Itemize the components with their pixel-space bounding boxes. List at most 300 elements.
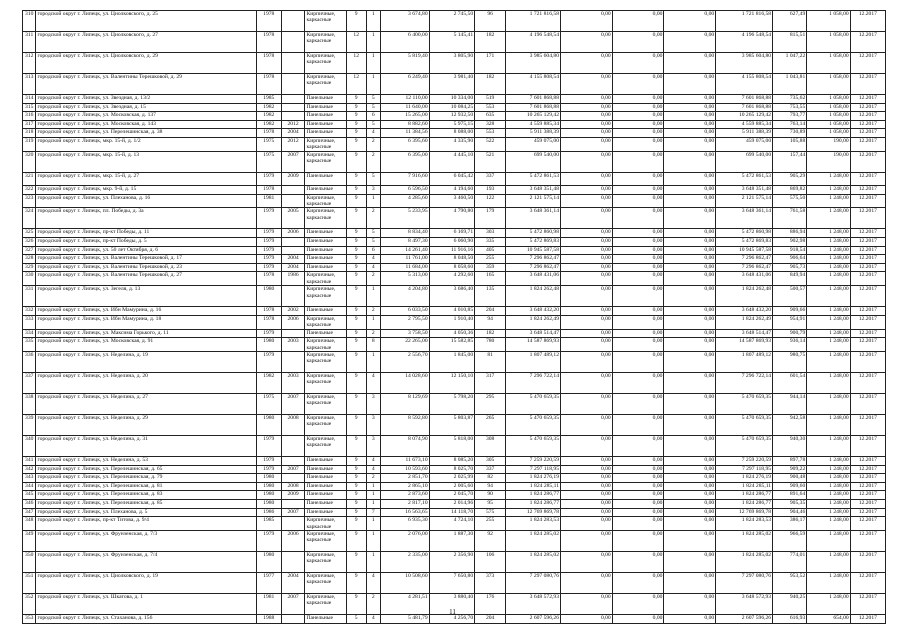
cell-cost-owners: 10 265 129,42 xyxy=(716,112,773,121)
cell-total-cost: 4 196 548,54 xyxy=(506,32,561,53)
cell-cost-owners: 1 824 262,49 xyxy=(716,315,773,329)
cell-residential-area: 7 650,80 xyxy=(429,572,475,593)
cell-cost-owners: 7 601 868,88 xyxy=(716,103,773,112)
cell-cost-federal: 0,00 xyxy=(561,530,613,551)
cell-completion-date: 12.2017 xyxy=(850,32,885,53)
cell-year-built: 1979 xyxy=(256,263,281,272)
cell-unit-cost: 905,73 xyxy=(773,263,807,272)
cell-residential-area: 4 724,10 xyxy=(429,517,475,531)
cell-address: городской округ г. Липецк, ул. Циолковского, д. 25 xyxy=(36,11,256,32)
cell-total-cost: 1 824 286,77 xyxy=(506,491,561,500)
cell-cost-regional: 0,00 xyxy=(612,517,664,531)
cell-total-cost: 1 824 262,49 xyxy=(506,315,561,329)
cell-total-area: 8 129,69 xyxy=(381,393,430,414)
table-row xyxy=(23,237,886,246)
cell-year-built: 1979 xyxy=(256,351,281,372)
cell-year-renovated xyxy=(281,329,305,338)
cell-cost-regional: 0,00 xyxy=(612,551,664,572)
cell-residential-area: 14 118,70 xyxy=(429,508,475,517)
cell-entrances: 1 xyxy=(366,32,380,53)
cell-completion-date: 12.2017 xyxy=(850,11,885,32)
cell-year-built: 1979 xyxy=(256,255,281,264)
table-row xyxy=(23,482,886,491)
cell-total-area: 2 817,10 xyxy=(381,499,430,508)
cell-cost-regional: 0,00 xyxy=(612,482,664,491)
cell-floors: 9 xyxy=(346,465,366,474)
cell-cost-federal: 0,00 xyxy=(561,103,613,112)
cell-residents: 179 xyxy=(475,208,506,229)
cell-cost-federal: 0,00 xyxy=(561,172,613,185)
cell-cost-local: 0,00 xyxy=(664,530,716,551)
cell-floors: 9 xyxy=(346,499,366,508)
cell-completion-date: 12.2017 xyxy=(850,263,885,272)
cell-address: городской округ г. Липецк, ул. Перелешинская, д. 38 xyxy=(36,129,256,138)
cell-cost-local: 0,00 xyxy=(664,32,716,53)
cell-unit-cost: 891,64 xyxy=(773,491,807,500)
cell-unit-cost: 761,58 xyxy=(773,208,807,229)
cell-floors: 9 xyxy=(346,517,366,531)
cell-total-area: 6 033,50 xyxy=(381,307,430,316)
cell-row-number: 314 xyxy=(23,95,36,104)
cell-cost-owners: 4 196 548,54 xyxy=(716,32,773,53)
cell-year-renovated xyxy=(281,499,305,508)
cell-cost-owners: 699 540,00 xyxy=(716,151,773,172)
cell-cost-local: 0,00 xyxy=(664,508,716,517)
cell-year-renovated xyxy=(281,11,305,32)
cell-cost-regional: 0,00 xyxy=(612,456,664,465)
cell-wall-material: Кирпичные, каркасные xyxy=(305,32,346,53)
cell-completion-date: 12.2017 xyxy=(850,246,885,255)
cell-total-cost: 2 121 575,14 xyxy=(506,194,561,208)
cell-unit-cost: 1 047,22 xyxy=(773,53,807,74)
cell-wall-material: Панельные xyxy=(305,614,346,623)
cell-total-cost: 459 075,00 xyxy=(506,137,561,151)
cell-cost-owners: 3 648 431,06 xyxy=(716,272,773,286)
cell-residents: 780 xyxy=(475,338,506,352)
cell-completion-date: 12.2017 xyxy=(850,530,885,551)
cell-max-unit-cost: 1 248,00 xyxy=(807,286,850,307)
cell-entrances: 2 xyxy=(366,137,380,151)
cell-row-number: 351 xyxy=(23,572,36,593)
cell-cost-local: 0,00 xyxy=(664,414,716,435)
cell-floors: 9 xyxy=(346,393,366,414)
cell-address: городской округ г. Липецк, ул. Плеханова, д. 5 xyxy=(36,508,256,517)
cell-cost-local: 0,00 xyxy=(664,614,716,623)
cell-address: городской округ г. Липецк, мкр. 15-й, д. 27 xyxy=(36,172,256,185)
cell-unit-cost: 905,29 xyxy=(773,172,807,185)
cell-floors: 9 xyxy=(346,137,366,151)
cell-cost-federal: 0,00 xyxy=(561,329,613,338)
table-row xyxy=(23,307,886,316)
cell-year-renovated: 1986 xyxy=(281,272,305,286)
cell-cost-regional: 0,00 xyxy=(612,435,664,456)
cell-max-unit-cost: 190,00 xyxy=(807,137,850,151)
cell-max-unit-cost: 1 248,00 xyxy=(807,572,850,593)
cell-entrances: 5 xyxy=(366,172,380,185)
cell-max-unit-cost: 1 248,00 xyxy=(807,172,850,185)
cell-floors: 9 xyxy=(346,208,366,229)
cell-total-cost: 1 824 262,48 xyxy=(506,286,561,307)
cell-cost-federal: 0,00 xyxy=(561,112,613,121)
cell-floors: 9 xyxy=(346,372,366,393)
cell-unit-cost: 909,66 xyxy=(773,307,807,316)
cell-cost-regional: 0,00 xyxy=(612,194,664,208)
cell-residential-area: 4 292,60 xyxy=(429,272,475,286)
cell-max-unit-cost: 1 248,00 xyxy=(807,474,850,483)
cell-row-number: 337 xyxy=(23,372,36,393)
cell-floors: 12 xyxy=(346,74,366,95)
cell-year-renovated: 2007 xyxy=(281,593,305,614)
cell-floors: 9 xyxy=(346,508,366,517)
cell-year-built: 1980 xyxy=(256,499,281,508)
cell-cost-local: 0,00 xyxy=(664,482,716,491)
cell-residential-area: 5 145,41 xyxy=(429,32,475,53)
cell-total-cost: 7 296 722,14 xyxy=(506,372,561,393)
cell-residential-area: 6 169,71 xyxy=(429,229,475,238)
cell-cost-federal: 0,00 xyxy=(561,482,613,491)
cell-row-number: 331 xyxy=(23,286,36,307)
cell-completion-date: 12.2017 xyxy=(850,53,885,74)
cell-floors: 9 xyxy=(346,482,366,491)
table-row xyxy=(23,517,886,531)
cell-cost-regional: 0,00 xyxy=(612,151,664,172)
cell-wall-material: Кирпичные, каркасные xyxy=(305,338,346,352)
cell-residential-area: 4 194,60 xyxy=(429,185,475,194)
cell-unit-cost: 909,60 xyxy=(773,482,807,491)
cell-unit-cost: 500,57 xyxy=(773,286,807,307)
cell-wall-material: Кирпичные, каркасные xyxy=(305,593,346,614)
cell-residential-area: 8 025,70 xyxy=(429,465,475,474)
table-row xyxy=(23,32,886,53)
cell-max-unit-cost: 1 248,00 xyxy=(807,414,850,435)
cell-address: городской округ г. Липецк, ул. Московская, д. 91 xyxy=(36,338,256,352)
cell-row-number: 322 xyxy=(23,185,36,194)
cell-wall-material: Кирпичные, каркасные xyxy=(305,272,346,286)
cell-total-area: 3 674,80 xyxy=(381,11,430,32)
cell-total-area: 5 313,00 xyxy=(381,272,430,286)
cell-cost-owners: 1 824 276,19 xyxy=(716,474,773,483)
cell-wall-material: Панельные xyxy=(305,172,346,185)
cell-cost-owners: 5 911 388,39 xyxy=(716,129,773,138)
cell-residential-area: 4 256,70 xyxy=(429,614,475,623)
cell-year-renovated: 2009 xyxy=(281,172,305,185)
cell-entrances: 8 xyxy=(366,338,380,352)
cell-cost-regional: 0,00 xyxy=(612,614,664,623)
cell-year-built: 1979 xyxy=(256,435,281,456)
cell-total-area: 11 761,00 xyxy=(381,255,430,264)
cell-max-unit-cost: 1 248,00 xyxy=(807,338,850,352)
cell-year-built: 1978 xyxy=(256,272,281,286)
table-row xyxy=(23,551,886,572)
table-row xyxy=(23,435,886,456)
cell-max-unit-cost: 1 248,00 xyxy=(807,307,850,316)
cell-total-cost: 7 297 118,95 xyxy=(506,465,561,474)
cell-total-area: 6 400,00 xyxy=(381,32,430,53)
cell-cost-regional: 0,00 xyxy=(612,329,664,338)
cell-floors: 9 xyxy=(346,194,366,208)
cell-max-unit-cost: 1 248,00 xyxy=(807,491,850,500)
cell-cost-regional: 0,00 xyxy=(612,112,664,121)
cell-cost-owners: 459 075,00 xyxy=(716,137,773,151)
cell-row-number: 353 xyxy=(23,614,36,623)
cell-cost-federal: 0,00 xyxy=(561,393,613,414)
cell-completion-date: 12.2017 xyxy=(850,572,885,593)
cell-total-cost: 3 648 351,48 xyxy=(506,185,561,194)
cell-total-cost: 5 470 659,35 xyxy=(506,414,561,435)
cell-year-renovated xyxy=(281,95,305,104)
cell-entrances: 6 xyxy=(366,112,380,121)
cell-residential-area: 8 058,60 xyxy=(429,263,475,272)
cell-cost-federal: 0,00 xyxy=(561,129,613,138)
cell-floors: 9 xyxy=(346,351,366,372)
cell-cost-owners: 3 648 432,20 xyxy=(716,307,773,316)
cell-floors: 5 xyxy=(346,614,366,623)
cell-completion-date: 12.2017 xyxy=(850,508,885,517)
cell-row-number: 344 xyxy=(23,482,36,491)
table-row xyxy=(23,414,886,435)
cell-wall-material: Панельные xyxy=(305,263,346,272)
cell-cost-regional: 0,00 xyxy=(612,120,664,129)
cell-row-number: 317 xyxy=(23,120,36,129)
cell-cost-regional: 0,00 xyxy=(612,95,664,104)
cell-completion-date: 12.2017 xyxy=(850,491,885,500)
cell-cost-federal: 0,00 xyxy=(561,465,613,474)
cell-cost-regional: 0,00 xyxy=(612,474,664,483)
cell-cost-regional: 0,00 xyxy=(612,508,664,517)
cell-cost-regional: 0,00 xyxy=(612,572,664,593)
cell-year-built: 1982 xyxy=(256,112,281,121)
cell-residents: 317 xyxy=(475,372,506,393)
cell-total-cost: 12 769 869,78 xyxy=(506,508,561,517)
cell-residents: 308 xyxy=(475,435,506,456)
cell-residents: 122 xyxy=(475,194,506,208)
cell-row-number: 341 xyxy=(23,456,36,465)
cell-completion-date: 12.2017 xyxy=(850,315,885,329)
cell-entrances: 1 xyxy=(366,53,380,74)
cell-unit-cost: 753,55 xyxy=(773,103,807,112)
cell-floors: 9 xyxy=(346,263,366,272)
cell-residents: 553 xyxy=(475,103,506,112)
cell-entrances: 4 xyxy=(366,255,380,264)
cell-cost-local: 0,00 xyxy=(664,95,716,104)
cell-address: городской округ г. Липецк, ул. Зегеля, д. 13 xyxy=(36,286,256,307)
cell-cost-federal: 0,00 xyxy=(561,508,613,517)
cell-entrances: 4 xyxy=(366,456,380,465)
table-row xyxy=(23,246,886,255)
table-row xyxy=(23,263,886,272)
cell-cost-federal: 0,00 xyxy=(561,272,613,286)
cell-row-number: 328 xyxy=(23,255,36,264)
cell-entrances: 7 xyxy=(366,508,380,517)
cell-address: городской округ г. Липецк, ул. Неделина, д. 53 xyxy=(36,456,256,465)
table-row xyxy=(23,315,886,329)
cell-completion-date: 12.2017 xyxy=(850,499,885,508)
cell-wall-material: Панельные xyxy=(305,246,346,255)
cell-floors: 9 xyxy=(346,329,366,338)
cell-total-area: 2 795,50 xyxy=(381,315,430,329)
cell-cost-federal: 0,00 xyxy=(561,372,613,393)
cell-cost-local: 0,00 xyxy=(664,286,716,307)
table-row xyxy=(23,185,886,194)
cell-residential-area: 1 887,30 xyxy=(429,530,475,551)
cell-entrances: 5 xyxy=(366,120,380,129)
cell-address: городской округ г. Липецк, ул. Неделина, д. 29 xyxy=(36,414,256,435)
cell-row-number: 326 xyxy=(23,237,36,246)
cell-unit-cost: 105,88 xyxy=(773,137,807,151)
cell-cost-owners: 5 472 861,53 xyxy=(716,172,773,185)
cell-cost-owners: 3 648 514,47 xyxy=(716,329,773,338)
cell-unit-cost: 980,75 xyxy=(773,351,807,372)
cell-wall-material: Панельные xyxy=(305,307,346,316)
cell-year-built: 1982 xyxy=(256,103,281,112)
cell-total-cost: 7 296 862,47 xyxy=(506,255,561,264)
cell-completion-date: 12.2017 xyxy=(850,255,885,264)
cell-total-area: 2 865,10 xyxy=(381,482,430,491)
table-row xyxy=(23,194,886,208)
cell-residential-area: 1 845,00 xyxy=(429,351,475,372)
cell-year-built: 1980 xyxy=(256,474,281,483)
cell-floors: 9 xyxy=(346,474,366,483)
cell-row-number: 327 xyxy=(23,246,36,255)
cell-total-area: 2 873,60 xyxy=(381,491,430,500)
cell-residents: 193 xyxy=(475,185,506,194)
cell-year-renovated: 2012 xyxy=(281,120,305,129)
cell-cost-local: 0,00 xyxy=(664,329,716,338)
cell-total-cost: 1 824 285,02 xyxy=(506,551,561,572)
cell-cost-regional: 0,00 xyxy=(612,255,664,264)
cell-cost-federal: 0,00 xyxy=(561,593,613,614)
cell-total-area: 2 556,70 xyxy=(381,351,430,372)
cell-residential-area: 6 060,90 xyxy=(429,237,475,246)
table-row xyxy=(23,456,886,465)
cell-cost-federal: 0,00 xyxy=(561,499,613,508)
cell-unit-cost: 763,14 xyxy=(773,120,807,129)
cell-max-unit-cost: 1 248,00 xyxy=(807,229,850,238)
cell-cost-local: 0,00 xyxy=(664,194,716,208)
cell-wall-material: Кирпичные, каркасные xyxy=(305,74,346,95)
cell-unit-cost: 966,59 xyxy=(773,530,807,551)
cell-cost-local: 0,00 xyxy=(664,551,716,572)
cell-wall-material: Панельные xyxy=(305,508,346,517)
cell-entrances: 4 xyxy=(366,372,380,393)
cell-completion-date: 12.2017 xyxy=(850,474,885,483)
cell-residential-area: 12 150,10 xyxy=(429,372,475,393)
cell-total-cost: 699 540,00 xyxy=(506,151,561,172)
cell-floors: 9 xyxy=(346,103,366,112)
cell-address: городской округ г. Липецк, ул. Валентины Терешковой, д. 23 xyxy=(36,263,256,272)
cell-year-renovated: 2006 xyxy=(281,315,305,329)
cell-total-area: 11 684,00 xyxy=(381,263,430,272)
cell-wall-material: Кирпичные, каркасные xyxy=(305,351,346,372)
cell-cost-owners: 7 296 862,47 xyxy=(716,263,773,272)
cell-row-number: 342 xyxy=(23,465,36,474)
cell-entrances: 4 xyxy=(366,263,380,272)
cell-unit-cost: 953,52 xyxy=(773,572,807,593)
cell-total-area: 6 935,30 xyxy=(381,517,430,531)
cell-residential-area: 3 981,40 xyxy=(429,74,475,95)
cell-cost-federal: 0,00 xyxy=(561,315,613,329)
cell-cost-owners: 1 824 286,77 xyxy=(716,491,773,500)
cell-floors: 9 xyxy=(346,237,366,246)
cell-max-unit-cost: 1 248,00 xyxy=(807,551,850,572)
cell-wall-material: Панельные xyxy=(305,112,346,121)
cell-residents: 96 xyxy=(475,11,506,32)
cell-completion-date: 12.2017 xyxy=(850,614,885,623)
cell-year-renovated xyxy=(281,286,305,307)
cell-address: городской округ г. Липецк, ул. Неделина, д. 20 xyxy=(36,372,256,393)
cell-address: городской округ г. Липецк, ул. Звездная, д. 15 xyxy=(36,103,256,112)
cell-year-built: 1978 xyxy=(256,74,281,95)
cell-residents: 635 xyxy=(475,112,506,121)
cell-completion-date: 12.2017 xyxy=(850,456,885,465)
cell-cost-local: 0,00 xyxy=(664,53,716,74)
cell-entrances: 4 xyxy=(366,614,380,623)
cell-entrances: 6 xyxy=(366,246,380,255)
cell-floors: 9 xyxy=(346,286,366,307)
cell-max-unit-cost: 1 248,00 xyxy=(807,508,850,517)
cell-residential-area: 5 975,15 xyxy=(429,120,475,129)
cell-residents: 95 xyxy=(475,499,506,508)
cell-year-renovated xyxy=(281,237,305,246)
cell-completion-date: 12.2017 xyxy=(850,95,885,104)
table-row xyxy=(23,120,886,129)
cell-residents: 204 xyxy=(475,307,506,316)
cell-year-built: 1981 xyxy=(256,194,281,208)
cell-total-cost: 3 985 604,80 xyxy=(506,53,561,74)
cell-cost-owners: 4 559 885,34 xyxy=(716,120,773,129)
table-row xyxy=(23,491,886,500)
cell-total-cost: 5 472 861,53 xyxy=(506,172,561,185)
cell-year-renovated: 2007 xyxy=(281,151,305,172)
cell-completion-date: 12.2017 xyxy=(850,185,885,194)
cell-cost-regional: 0,00 xyxy=(612,372,664,393)
cell-total-cost: 7 259 220,59 xyxy=(506,456,561,465)
cell-unit-cost: 897,78 xyxy=(773,456,807,465)
cell-cost-owners: 1 721 816,58 xyxy=(716,11,773,32)
cell-entrances: 4 xyxy=(366,465,380,474)
cell-cost-owners: 1 824 285,02 xyxy=(716,530,773,551)
cell-max-unit-cost: 1 248,00 xyxy=(807,465,850,474)
cell-residential-area: 3 805,90 xyxy=(429,53,475,74)
cell-wall-material: Панельные xyxy=(305,329,346,338)
cell-residential-area: 4 445,10 xyxy=(429,151,475,172)
cell-cost-owners: 4 155 808,54 xyxy=(716,74,773,95)
cell-entrances: 2 xyxy=(366,208,380,229)
cell-cost-regional: 0,00 xyxy=(612,351,664,372)
table-row xyxy=(23,474,886,483)
cell-max-unit-cost: 1 248,00 xyxy=(807,329,850,338)
table-row xyxy=(23,499,886,508)
cell-row-number: 352 xyxy=(23,593,36,614)
cell-total-area: 5 819,40 xyxy=(381,53,430,74)
cell-completion-date: 12.2017 xyxy=(850,151,885,172)
cell-floors: 9 xyxy=(346,435,366,456)
cell-total-cost: 7 601 868,88 xyxy=(506,95,561,104)
cell-completion-date: 12.2017 xyxy=(850,172,885,185)
cell-completion-date: 12.2017 xyxy=(850,112,885,121)
cell-total-cost: 7 296 862,47 xyxy=(506,263,561,272)
cell-year-renovated: 2006 xyxy=(281,229,305,238)
cell-unit-cost: 774,01 xyxy=(773,551,807,572)
cell-year-renovated: 2003 xyxy=(281,338,305,352)
cell-address: городской округ г. Липецк, ул. Московская, д. 143 xyxy=(36,120,256,129)
cell-cost-local: 0,00 xyxy=(664,517,716,531)
cell-address: городской округ г. Липецк, ул. Циолковского, д. 19 xyxy=(36,572,256,593)
cell-cost-owners: 5 470 659,35 xyxy=(716,393,773,414)
cell-cost-owners: 10 945 587,58 xyxy=(716,246,773,255)
cell-cost-local: 0,00 xyxy=(664,393,716,414)
cell-cost-regional: 0,00 xyxy=(612,208,664,229)
